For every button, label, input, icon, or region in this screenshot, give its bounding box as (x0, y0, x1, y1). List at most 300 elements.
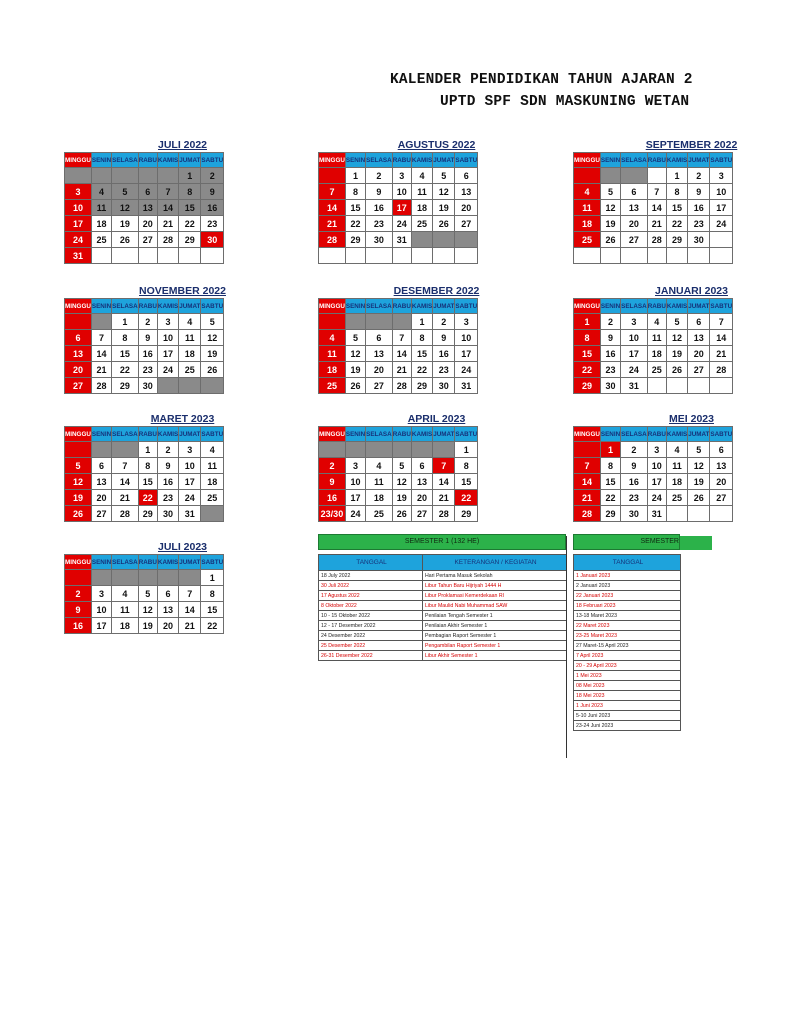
date-cell: 19 (392, 490, 411, 506)
date-cell: 9 (621, 458, 648, 474)
date-cell: 22 (179, 216, 201, 232)
date-cell: 15 (345, 200, 365, 216)
date-cell: 8 (455, 458, 478, 474)
date-cell: 27 (366, 378, 393, 394)
date-cell: 21 (433, 490, 455, 506)
date-cell (647, 168, 666, 184)
date-cell: 10 (710, 184, 733, 200)
day-header: KAMIS (411, 427, 432, 442)
date-cell: 14 (574, 474, 601, 490)
date-cell: 4 (112, 586, 139, 602)
date-cell (157, 378, 178, 394)
date-cell: 3 (710, 168, 733, 184)
date-cell: 5 (138, 586, 157, 602)
date-cell: 25 (411, 216, 432, 232)
date-cell: 28 (392, 378, 411, 394)
date-cell: 15 (411, 346, 432, 362)
day-header: SELASA (366, 153, 393, 168)
semester-1-desc-header: KETERANGAN / KEGIATAN (423, 555, 567, 571)
date-cell (647, 378, 666, 394)
date-cell: 18 (366, 490, 393, 506)
date-cell: 4 (647, 314, 666, 330)
date-cell: 29 (411, 378, 432, 394)
day-header: RABU (138, 153, 157, 168)
date-cell: 2 (319, 458, 346, 474)
date-cell: 1 (179, 168, 201, 184)
date-cell: 21 (179, 618, 201, 634)
day-header: MINGGU (574, 299, 601, 314)
date-cell (574, 442, 601, 458)
date-cell: 24 (621, 362, 648, 378)
date-cell: 19 (138, 618, 157, 634)
date-cell: 20 (688, 346, 710, 362)
date-cell: 28 (647, 232, 666, 248)
date-cell: 11 (574, 200, 601, 216)
semester-2-date: 7 April 2023 (574, 651, 681, 661)
date-cell: 19 (345, 362, 365, 378)
semester-1-activity: Libur Proklamasi Kemerdekaan RI (423, 591, 567, 601)
date-cell: 29 (112, 378, 139, 394)
day-header: JUMAT (179, 153, 201, 168)
date-cell: 11 (666, 458, 687, 474)
date-cell: 13 (91, 474, 111, 490)
date-cell: 11 (366, 474, 393, 490)
date-cell (91, 248, 111, 264)
day-header: SABTU (455, 153, 478, 168)
date-cell: 16 (157, 474, 178, 490)
date-cell: 27 (91, 506, 111, 522)
day-header: SENIN (91, 153, 111, 168)
day-header: JUMAT (433, 153, 455, 168)
day-header: SENIN (91, 299, 111, 314)
date-cell (392, 442, 411, 458)
date-cell (688, 248, 710, 264)
date-cell: 20 (710, 474, 733, 490)
date-cell (112, 570, 139, 586)
semester-2-date: 22 Maret 2023 (574, 621, 681, 631)
date-cell: 5 (688, 442, 710, 458)
date-cell: 23 (138, 362, 157, 378)
day-header: SELASA (112, 153, 139, 168)
date-cell (574, 248, 601, 264)
date-cell: 3 (91, 586, 111, 602)
date-cell: 11 (179, 330, 201, 346)
date-cell: 14 (112, 474, 139, 490)
semester-2-table (573, 534, 680, 731)
date-cell: 10 (65, 200, 92, 216)
date-cell: 8 (201, 586, 224, 602)
date-cell: 30 (621, 506, 648, 522)
date-cell: 31 (65, 248, 92, 264)
date-cell: 7 (179, 586, 201, 602)
day-header: RABU (392, 299, 411, 314)
date-cell: 18 (91, 216, 111, 232)
semester-1-date-header: TANGGAL (319, 555, 423, 571)
date-cell (600, 168, 620, 184)
date-cell: 23 (688, 216, 710, 232)
day-header: SABTU (201, 299, 224, 314)
date-cell: 24 (710, 216, 733, 232)
date-cell: 9 (600, 330, 620, 346)
date-cell: 23 (157, 490, 178, 506)
month-title: JULI 2022 (157, 139, 208, 151)
date-cell (710, 378, 733, 394)
date-cell: 6 (688, 314, 710, 330)
day-header: SABTU (710, 153, 733, 168)
date-cell: 30 (688, 232, 710, 248)
date-cell: 8 (411, 330, 432, 346)
date-cell: 4 (179, 314, 201, 330)
date-cell (666, 506, 687, 522)
date-cell: 24 (179, 490, 201, 506)
day-header: RABU (392, 153, 411, 168)
date-cell (201, 378, 224, 394)
divider-line (566, 536, 567, 758)
date-cell: 9 (433, 330, 455, 346)
date-cell: 7 (392, 330, 411, 346)
date-cell: 4 (201, 442, 224, 458)
day-header: SELASA (621, 427, 648, 442)
semester-2-date: 08 Mei 2023 (574, 681, 681, 691)
date-cell: 9 (366, 184, 393, 200)
semester-1-date: 24 Desember 2022 (319, 631, 423, 641)
date-cell: 1 (600, 442, 620, 458)
date-cell: 30 (433, 378, 455, 394)
date-cell: 20 (366, 362, 393, 378)
date-cell: 6 (366, 330, 393, 346)
date-cell: 15 (574, 346, 601, 362)
day-header: KAMIS (157, 427, 178, 442)
date-cell (91, 168, 111, 184)
date-cell: 11 (319, 346, 346, 362)
date-cell (157, 570, 178, 586)
day-header: SELASA (112, 555, 139, 570)
semester-1-date: 17 Agustus 2022 (319, 591, 423, 601)
day-header: KAMIS (157, 555, 178, 570)
date-cell: 30 (157, 506, 178, 522)
date-cell: 23 (433, 362, 455, 378)
date-cell: 19 (433, 200, 455, 216)
date-cell: 26 (392, 506, 411, 522)
date-cell: 12 (666, 330, 687, 346)
date-cell: 26 (666, 362, 687, 378)
date-cell (621, 248, 648, 264)
date-cell: 6 (710, 442, 733, 458)
date-cell: 10 (392, 184, 411, 200)
date-cell: 16 (65, 618, 92, 634)
date-cell: 20 (455, 200, 478, 216)
date-cell: 21 (392, 362, 411, 378)
date-cell: 22 (574, 362, 601, 378)
day-header: MINGGU (65, 299, 92, 314)
date-cell: 3 (65, 184, 92, 200)
date-cell: 29 (138, 506, 157, 522)
semester-2-date: 27 Maret-15 April 2023 (574, 641, 681, 651)
semester-2-date: 23-25 Maret 2023 (574, 631, 681, 641)
month-title: JULI 2023 (157, 541, 208, 553)
semester-1-activity: Pembagian Raport Semester 1 (423, 631, 567, 641)
date-cell: 17 (91, 618, 111, 634)
date-cell: 21 (710, 346, 733, 362)
date-cell (666, 378, 687, 394)
date-cell (138, 248, 157, 264)
day-header: MINGGU (65, 427, 92, 442)
month-title: MARET 2023 (150, 413, 215, 425)
date-cell: 31 (621, 378, 648, 394)
date-cell: 19 (666, 346, 687, 362)
date-cell: 28 (91, 378, 111, 394)
day-header: KAMIS (157, 153, 178, 168)
day-header: SELASA (112, 299, 139, 314)
semester-2-date-header: TANGGAL (574, 555, 681, 571)
day-header: SELASA (366, 427, 393, 442)
day-header: SENIN (600, 153, 620, 168)
day-header: RABU (392, 427, 411, 442)
date-cell: 13 (710, 458, 733, 474)
date-cell (433, 232, 455, 248)
date-cell (688, 506, 710, 522)
date-cell: 26 (112, 232, 139, 248)
day-header: SELASA (621, 153, 648, 168)
date-cell: 6 (411, 458, 432, 474)
date-cell (65, 314, 92, 330)
day-header: JUMAT (179, 427, 201, 442)
semester-2-date: 18 Mei 2023 (574, 691, 681, 701)
date-cell (319, 442, 346, 458)
semester-1-date: 25 Desember 2022 (319, 641, 423, 651)
month-title: MEI 2023 (669, 413, 714, 425)
date-cell: 26 (688, 490, 710, 506)
day-header: RABU (138, 299, 157, 314)
date-cell: 4 (366, 458, 393, 474)
date-cell (621, 168, 648, 184)
date-cell: 12 (65, 474, 92, 490)
date-cell: 12 (138, 602, 157, 618)
date-cell: 17 (647, 474, 666, 490)
date-cell: 15 (112, 346, 139, 362)
date-cell: 16 (201, 200, 224, 216)
semester-2-date: 22 Januari 2023 (574, 591, 681, 601)
date-cell (688, 378, 710, 394)
date-cell: 19 (112, 216, 139, 232)
date-cell: 16 (621, 474, 648, 490)
date-cell (65, 168, 92, 184)
date-cell (666, 248, 687, 264)
date-cell: 13 (157, 602, 178, 618)
date-cell: 25 (319, 378, 346, 394)
date-cell: 10 (455, 330, 478, 346)
day-header: MINGGU (574, 153, 601, 168)
date-cell: 2 (201, 168, 224, 184)
date-cell: 18 (666, 474, 687, 490)
day-header: RABU (647, 299, 666, 314)
date-cell (574, 168, 601, 184)
date-cell: 3 (621, 314, 648, 330)
semester-2-header-extension (680, 536, 712, 550)
date-cell (65, 570, 92, 586)
title-line-2: UPTD SPF SDN MASKUNING WETAN (440, 94, 690, 110)
date-cell: 31 (647, 506, 666, 522)
date-cell: 2 (621, 442, 648, 458)
date-cell: 28 (433, 506, 455, 522)
date-cell: 1 (574, 314, 601, 330)
date-cell: 17 (455, 346, 478, 362)
date-cell: 11 (411, 184, 432, 200)
date-cell: 3 (179, 442, 201, 458)
date-cell: 25 (201, 490, 224, 506)
day-header: MINGGU (319, 299, 346, 314)
date-cell: 25 (366, 506, 393, 522)
date-cell: 29 (600, 506, 620, 522)
date-cell: 15 (138, 474, 157, 490)
date-cell: 26 (433, 216, 455, 232)
date-cell: 12 (201, 330, 224, 346)
date-cell: 1 (666, 168, 687, 184)
date-cell: 30 (201, 232, 224, 248)
date-cell: 15 (201, 602, 224, 618)
date-cell: 8 (179, 184, 201, 200)
date-cell: 23 (621, 490, 648, 506)
date-cell: 18 (201, 474, 224, 490)
date-cell: 27 (710, 490, 733, 506)
date-cell: 2 (688, 168, 710, 184)
date-cell (366, 248, 393, 264)
date-cell (157, 248, 178, 264)
date-cell: 23 (600, 362, 620, 378)
date-cell: 2 (600, 314, 620, 330)
day-header: SENIN (91, 427, 111, 442)
date-cell: 10 (345, 474, 365, 490)
date-cell: 9 (138, 330, 157, 346)
date-cell: 9 (319, 474, 346, 490)
date-cell: 3 (345, 458, 365, 474)
date-cell: 1 (345, 168, 365, 184)
day-header: SELASA (112, 427, 139, 442)
date-cell: 7 (157, 184, 178, 200)
date-cell: 17 (345, 490, 365, 506)
day-header: KAMIS (411, 153, 432, 168)
date-cell: 12 (392, 474, 411, 490)
date-cell: 8 (574, 330, 601, 346)
date-cell (201, 248, 224, 264)
date-cell (392, 314, 411, 330)
date-cell: 5 (600, 184, 620, 200)
date-cell: 14 (392, 346, 411, 362)
day-header: KAMIS (411, 299, 432, 314)
date-cell: 27 (411, 506, 432, 522)
date-cell: 6 (91, 458, 111, 474)
date-cell: 4 (319, 330, 346, 346)
date-cell: 14 (433, 474, 455, 490)
date-cell: 23/30 (319, 506, 346, 522)
date-cell: 29 (666, 232, 687, 248)
date-cell: 22 (138, 490, 157, 506)
date-cell: 7 (91, 330, 111, 346)
date-cell: 29 (574, 378, 601, 394)
date-cell: 23 (201, 216, 224, 232)
semester-2-date: 2 Januari 2023 (574, 581, 681, 591)
date-cell: 19 (600, 216, 620, 232)
date-cell: 15 (179, 200, 201, 216)
date-cell: 2 (65, 586, 92, 602)
date-cell: 20 (91, 490, 111, 506)
date-cell: 14 (91, 346, 111, 362)
date-cell: 27 (138, 232, 157, 248)
date-cell: 17 (65, 216, 92, 232)
date-cell: 28 (157, 232, 178, 248)
date-cell: 21 (157, 216, 178, 232)
month-title: JANUARI 2023 (655, 285, 728, 297)
title-line-1: KALENDER PENDIDIKAN TAHUN AJARAN 2 (390, 72, 693, 88)
day-header: SENIN (600, 427, 620, 442)
date-cell: 30 (138, 378, 157, 394)
semester-1-date: 10 - 15 Oktober 2022 (319, 611, 423, 621)
date-cell: 3 (392, 168, 411, 184)
date-cell: 18 (179, 346, 201, 362)
date-cell: 20 (411, 490, 432, 506)
semester-2-date: 20 - 29 April 2023 (574, 661, 681, 671)
date-cell (345, 314, 365, 330)
date-cell (157, 168, 178, 184)
semester-1-title: SEMESTER 1 (132 HE) (318, 534, 566, 550)
date-cell: 21 (319, 216, 346, 232)
day-header: RABU (138, 427, 157, 442)
date-cell: 18 (112, 618, 139, 634)
date-cell (91, 570, 111, 586)
date-cell: 23 (366, 216, 393, 232)
date-cell: 17 (710, 200, 733, 216)
date-cell: 27 (621, 232, 648, 248)
month-title: NOVEMBER 2022 (139, 285, 226, 297)
date-cell: 29 (455, 506, 478, 522)
date-cell: 22 (666, 216, 687, 232)
month-title: APRIL 2023 (407, 413, 466, 425)
date-cell: 22 (411, 362, 432, 378)
semester-1-activity: Libur Akhir Semester 1 (423, 651, 567, 661)
date-cell: 26 (345, 378, 365, 394)
day-header: SENIN (345, 299, 365, 314)
date-cell: 6 (621, 184, 648, 200)
date-cell: 13 (455, 184, 478, 200)
date-cell: 9 (201, 184, 224, 200)
date-cell: 25 (666, 490, 687, 506)
date-cell: 1 (138, 442, 157, 458)
semester-2-title: SEMESTER (573, 534, 680, 550)
date-cell: 24 (455, 362, 478, 378)
date-cell: 24 (65, 232, 92, 248)
day-header: JUMAT (688, 153, 710, 168)
date-cell: 25 (179, 362, 201, 378)
date-cell: 14 (319, 200, 346, 216)
date-cell: 21 (91, 362, 111, 378)
date-cell: 16 (600, 346, 620, 362)
date-cell (455, 232, 478, 248)
date-cell: 16 (319, 490, 346, 506)
date-cell: 28 (574, 506, 601, 522)
semester-1-date: 12 - 17 Desember 2022 (319, 621, 423, 631)
date-cell: 11 (91, 200, 111, 216)
day-header: SABTU (201, 153, 224, 168)
day-header: MINGGU (574, 427, 601, 442)
date-cell (647, 248, 666, 264)
date-cell (319, 248, 346, 264)
date-cell: 27 (455, 216, 478, 232)
month-title: DESEMBER 2022 (393, 285, 480, 297)
date-cell: 7 (319, 184, 346, 200)
date-cell: 13 (688, 330, 710, 346)
date-cell: 19 (201, 346, 224, 362)
day-header: SABTU (455, 299, 478, 314)
